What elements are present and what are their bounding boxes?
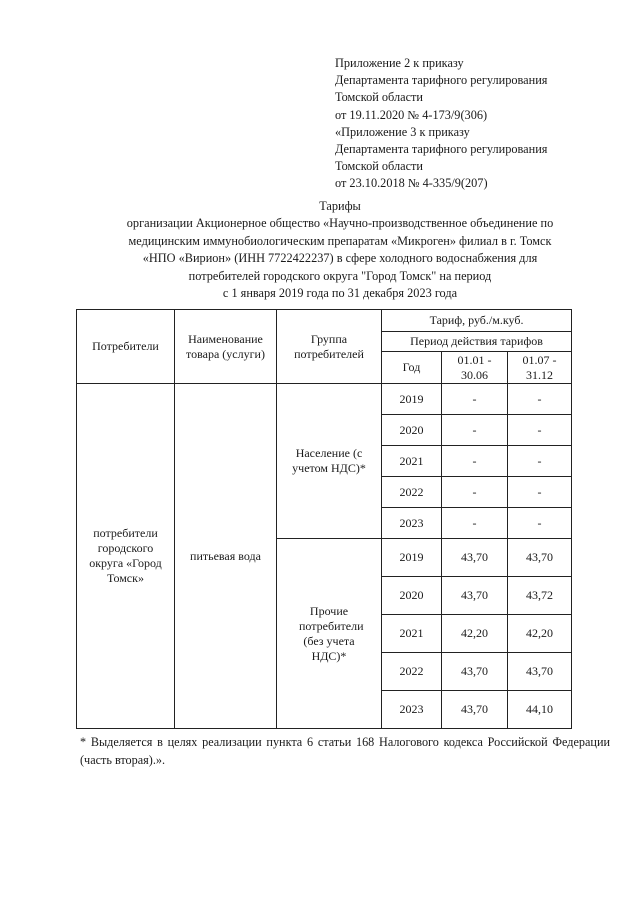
year-cell: 2023 [382,691,442,729]
title-line: медицинским иммунобиологическим препаратам «Микроген» филиал в г. Томск [128,233,552,248]
appendix-line: Томской области [335,90,423,105]
title-line: потребителей городского округа "Город Томск" на период [188,268,492,283]
tariff-cell: - [508,415,572,446]
tariff-cell: - [442,384,508,415]
product-cell: питьевая вода [175,384,277,729]
header-period: Период действия тарифов [382,332,572,352]
year-cell: 2023 [382,508,442,539]
table-row [77,384,572,415]
title-line: «НПО «Вирион» (ИНН 7722422237) в сфере холодного водоснабжения для [142,251,538,266]
tariff-cell: 42,20 [442,615,508,653]
header-row [77,310,572,332]
tariff-cell: 43,70 [508,653,572,691]
title-line: организации Акционерное общество «Научно-производственное объединение по [126,216,554,231]
appendix-line: Приложение 2 к приказу [335,56,464,70]
tariffs-table [76,309,572,729]
tariff-cell: - [442,415,508,446]
tariff-cell: 43,70 [442,653,508,691]
year-cell: 2019 [382,539,442,577]
group-cell-other [277,539,382,729]
appendix-header [335,55,547,193]
year-cell: 2021 [382,446,442,477]
tariff-cell: - [508,384,572,415]
appendix-line: от 19.11.2020 № 4-173/9(306) [335,107,488,122]
footnote: * Выделяется в целях реализации пункта 6 статьи 168 Налогового кодекса Российской Федерации (часть вторая).». [80,735,610,767]
appendix-line: Департамента тарифного регулирования [335,73,548,88]
header-consumers: Потребители [77,310,175,384]
year-cell: 2020 [382,577,442,615]
header-tariff: Тариф, руб./м.куб. [382,310,572,332]
group-name: Население (с учетом НДС)* [292,446,366,475]
title-line: с 1 января 2019 года по 31 декабря 2023 года [222,286,458,301]
appendix-line: «Приложение 3 к приказу [335,124,470,139]
title-line: Тарифы [319,199,361,213]
header-product: Наименование товара (услуги) [175,310,277,384]
tariff-cell: 42,20 [508,615,572,653]
tariff-cell: 43,72 [508,577,572,615]
header-half2: 01.07 - 31.12 [508,352,572,384]
appendix-line: Департамента тарифного регулирования [335,142,548,157]
appendix-line: от 23.10.2018 № 4-335/9(207) [335,176,488,191]
consumer-text: потребители городского округа «Город Томск» [89,526,162,585]
year-cell: 2020 [382,415,442,446]
year-cell: 2021 [382,615,442,653]
tariff-cell: - [442,477,508,508]
tariff-cell: 43,70 [442,577,508,615]
document-title [70,198,610,302]
appendix-line: Томской области [335,159,423,174]
tariff-cell: - [508,508,572,539]
header-year: Год [382,352,442,384]
tariff-cell: - [508,477,572,508]
group-cell-population [277,384,382,539]
tariff-cell: 43,70 [442,691,508,729]
tariff-cell: - [442,446,508,477]
year-cell: 2019 [382,384,442,415]
header-group: Группа потребителей [277,310,382,384]
consumer-cell [77,384,175,729]
year-cell: 2022 [382,653,442,691]
group-name: Прочие потребители (без учета НДС)* [299,603,364,663]
header-half1: 01.01 - 30.06 [442,352,508,384]
tariff-cell: 43,70 [442,539,508,577]
year-cell: 2022 [382,477,442,508]
tariff-cell: 44,10 [508,691,572,729]
tariff-cell: - [442,508,508,539]
tariff-cell: - [508,446,572,477]
tariff-cell: 43,70 [508,539,572,577]
